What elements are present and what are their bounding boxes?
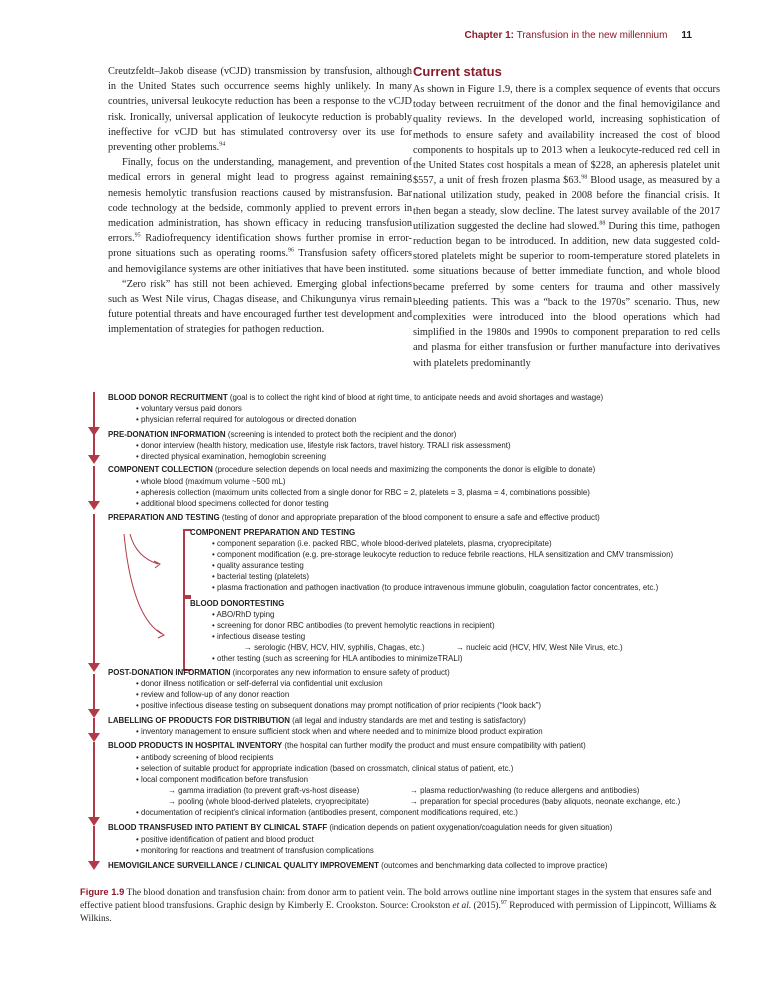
list-item: → preparation for special procedures (baby aliquots, neonate exchange, etc.) — [410, 797, 681, 806]
stage-heading: BLOOD PRODUCTS IN HOSPITAL INVENTORY (the hospital can further modify the product and must ensure compatibility with patient) — [108, 741, 586, 750]
list-item: • bacterial testing (platelets) — [212, 572, 310, 581]
stage-heading: COMPONENT COLLECTION (procedure selection depends on local needs and maximizing the components the donor is eligible to donate) — [108, 465, 596, 474]
list-item: • physician referral required for autologous or directed donation — [136, 415, 357, 424]
list-item: • review and follow-up of any donor reaction — [136, 690, 290, 699]
sub-heading: COMPONENT PREPARATION AND TESTING — [190, 528, 356, 537]
list-item: • infectious disease testing — [212, 632, 306, 641]
list-item: • plasma fractionation and pathogen inactivation (to produce intravenous immune globulin, coagulation factor concentrates, etc.) — [212, 583, 659, 592]
list-item: • quality assurance testing — [212, 561, 304, 570]
figure-transfusion-chain — [80, 392, 730, 877]
list-item: • antibody screening of blood recipients — [136, 753, 274, 762]
list-item: • positive identification of patient and blood product — [136, 835, 314, 844]
stage-heading: BLOOD DONOR RECRUITMENT (goal is to collect the right kind of blood at right time, to anticipate needs and avoid shortages and wastage) — [108, 393, 604, 402]
list-item: • selection of suitable product for appropriate indication (based on crossmatch, clinical status of patient, etc.) — [136, 764, 514, 773]
list-item: • local component modification before transfusion — [136, 775, 309, 784]
list-item: • inventory management to ensure sufficient stock when and where needed and to minimize blood product expiration — [136, 727, 543, 736]
stage-arrow — [88, 742, 100, 826]
stage-arrow — [88, 674, 100, 718]
left-column — [108, 64, 412, 338]
list-item: • donor illness notification or self-deferral via confidential unit exclusion — [136, 679, 383, 688]
paragraph: “Zero risk” has still not been achieved. Emerging global infections such as West Nile virus, Chagas disease, and Chikungunya virus remain future potential threats and have encouraged further test development and implementation of strategies for pathogen reduction. — [108, 278, 412, 336]
figure-label: Figure 1.9 — [80, 886, 125, 897]
figure-caption: Figure 1.9 The blood donation and transfusion chain: from donor arm to patient vein. The bold arrows outline nine important stages in the system that ensures safe and effective patient blood transfusions. Graphic design by Kimberly E. Crookston. Source: Crookston et al. (2015).$^{97}$ Reproduced with permission of Lippincott, Williams & Wilkins. — [80, 886, 717, 924]
stage-heading: PRE-DONATION INFORMATION (screening is intended to protect both the recipient and the donor) — [108, 430, 457, 439]
list-item: • component modification (e.g. pre-storage leukocyte reduction to reduce febrile reactions, HLA sensitization and CMV transmission) — [212, 550, 674, 559]
section-heading: Current status — [413, 64, 502, 79]
sub-heading: BLOOD DONORTESTING — [190, 599, 285, 608]
paragraph: Finally, focus on the understanding, management, and prevention of medical errors in general might lead to progress against remaining nemesis hemolytic transfusion reactions caused by mistransfusion. Bar code technology at the bedside, commonly applied to prevent errors in medication administration, has shown efficacy in reducing transfusion errors.$^{95}$ Radiofrequency identification shows further promise in error-prone situations such as operating rooms.$^{96}$ Transfusion safety officers and hemovigilance systems are other initiatives that have been instituted. — [108, 157, 412, 275]
list-item: • voluntary versus paid donors — [136, 404, 242, 413]
paragraph: As shown in Figure 1.9, there is a complex sequence of events that occurs today between recruitment of the donor and the final hemovigilance and quality reviews. In the developed world, increasing sophistication of methods to ensure safety and availability increased the cost of blood components to hospitals up to 2013 when a leukocyte-reduced red cell in the United States cost hospitals a mean of $228, an apheresis platelet unit $557, a unit of fresh frozen plasma $63.98 Blood usage, as measured by a national utilization study, peaked in 2008 before the financial crisis. It then began a steady, slow decline. The latest survey available of the 2017 utilization suggested the decline had slowed.$^{88}$ During this time, pathogen reduction began to be introduced. In addition, new data suggested cold-stored platelets might be superior to room-temperature stored platelets in some situations because of better immediate function, and whole blood became preferred by some centers for trauma and other massively bleeding patients. This was a “back to the 1970s” scenario. Thus, new complexities were introduced into the blood operations which had simplified in the 1980s and 1990s to component preparation to red cells and plasma for either transfusion or further manufacture into derivatives with platelets predominantly — [413, 84, 720, 369]
list-item: → pooling (whole blood-derived platelets, cryoprecipitate) — [168, 797, 369, 806]
list-item: → nucleic acid (HCV, HIV, West Nile Virus, etc.) — [456, 643, 623, 652]
list-item: • additional blood specimens collected for donor testing — [136, 499, 329, 508]
list-item: • positive infectious disease testing on subsequent donations may prompt notification of prior recipients (“look back”) — [136, 701, 541, 710]
list-item: • donor interview (health history, medication use, lifestyle risk factors, travel history. TRALI risk assessment) — [136, 441, 511, 450]
list-item: • directed physical examination, hemoglobin screening — [136, 452, 327, 461]
chapter-label: Chapter 1: Transfusion in the new millennium — [464, 30, 668, 41]
list-item: • ABO/RhD typing — [212, 610, 275, 619]
list-item: • whole blood (maximum volume ~500 mL) — [136, 477, 286, 486]
list-item: → serologic (HBV, HCV, HIV, syphilis, Chagas, etc.) — [244, 643, 425, 652]
list-item: • apheresis collection (maximum units collected from a single donor for RBC = 2, platelets = 3, plasma = 4, combinations possible) — [136, 488, 590, 497]
list-item: → plasma reduction/washing (to reduce allergens and antibodies) — [410, 786, 640, 795]
list-item: • monitoring for reactions and treatment of transfusion complications — [136, 846, 374, 855]
stage-arrow — [88, 718, 100, 742]
right-column — [413, 64, 720, 371]
paragraph: Creutzfeldt–Jakob disease (vCJD) transmission by transfusion, although in the United States such occurrence seems highly unlikely. In many countries, universal leukocyte reduction has been a response to the vCJD risk. Ironically, universal application of leukocyte reduction is probably ineffective for vCJD but has stimulated controversy over its use for preventing other problems.$^{94}$ — [108, 66, 412, 154]
stage-heading: POST-DONATION INFORMATION (incorporates any new information to ensure safety of product) — [108, 668, 450, 677]
stage-heading: LABELLING OF PRODUCTS FOR DISTRIBUTION (all legal and industry standards are met and testing is satisfactory) — [108, 716, 526, 725]
list-item: • component separation (i.e. packed RBC, whole blood-derived platelets, plasma, cryoprecipitate) — [212, 539, 552, 548]
list-item: → gamma irradiation (to prevent graft-vs-host disease) — [168, 786, 360, 795]
running-header — [465, 30, 692, 41]
list-item: • other testing (such as screening for HLA antibodies to minimizeTRALI) — [212, 654, 463, 663]
list-item: • documentation of recipient's clinical information (antibodies present, component modifications required, etc.) — [136, 808, 518, 817]
stage-heading: HEMOVIGILANCE SURVEILLANCE / CLINICAL QUALITY IMPROVEMENT (outcomes and benchmarking data collected to improve practice) — [108, 861, 608, 870]
stage-heading: PREPARATION AND TESTING (testing of donor and appropriate preparation of the blood component to ensure a safe and effective product) — [108, 513, 600, 522]
list-item: • screening for donor RBC antibodies (to prevent hemolytic reactions in recipient) — [212, 621, 495, 630]
page-number: 11 — [681, 30, 692, 41]
stage-arrow — [88, 826, 100, 870]
stage-heading: BLOOD TRANSFUSED INTO PATIENT BY CLINICAL STAFF (indication depends on patient oxygenation/coagulation needs for given situation) — [108, 823, 613, 832]
